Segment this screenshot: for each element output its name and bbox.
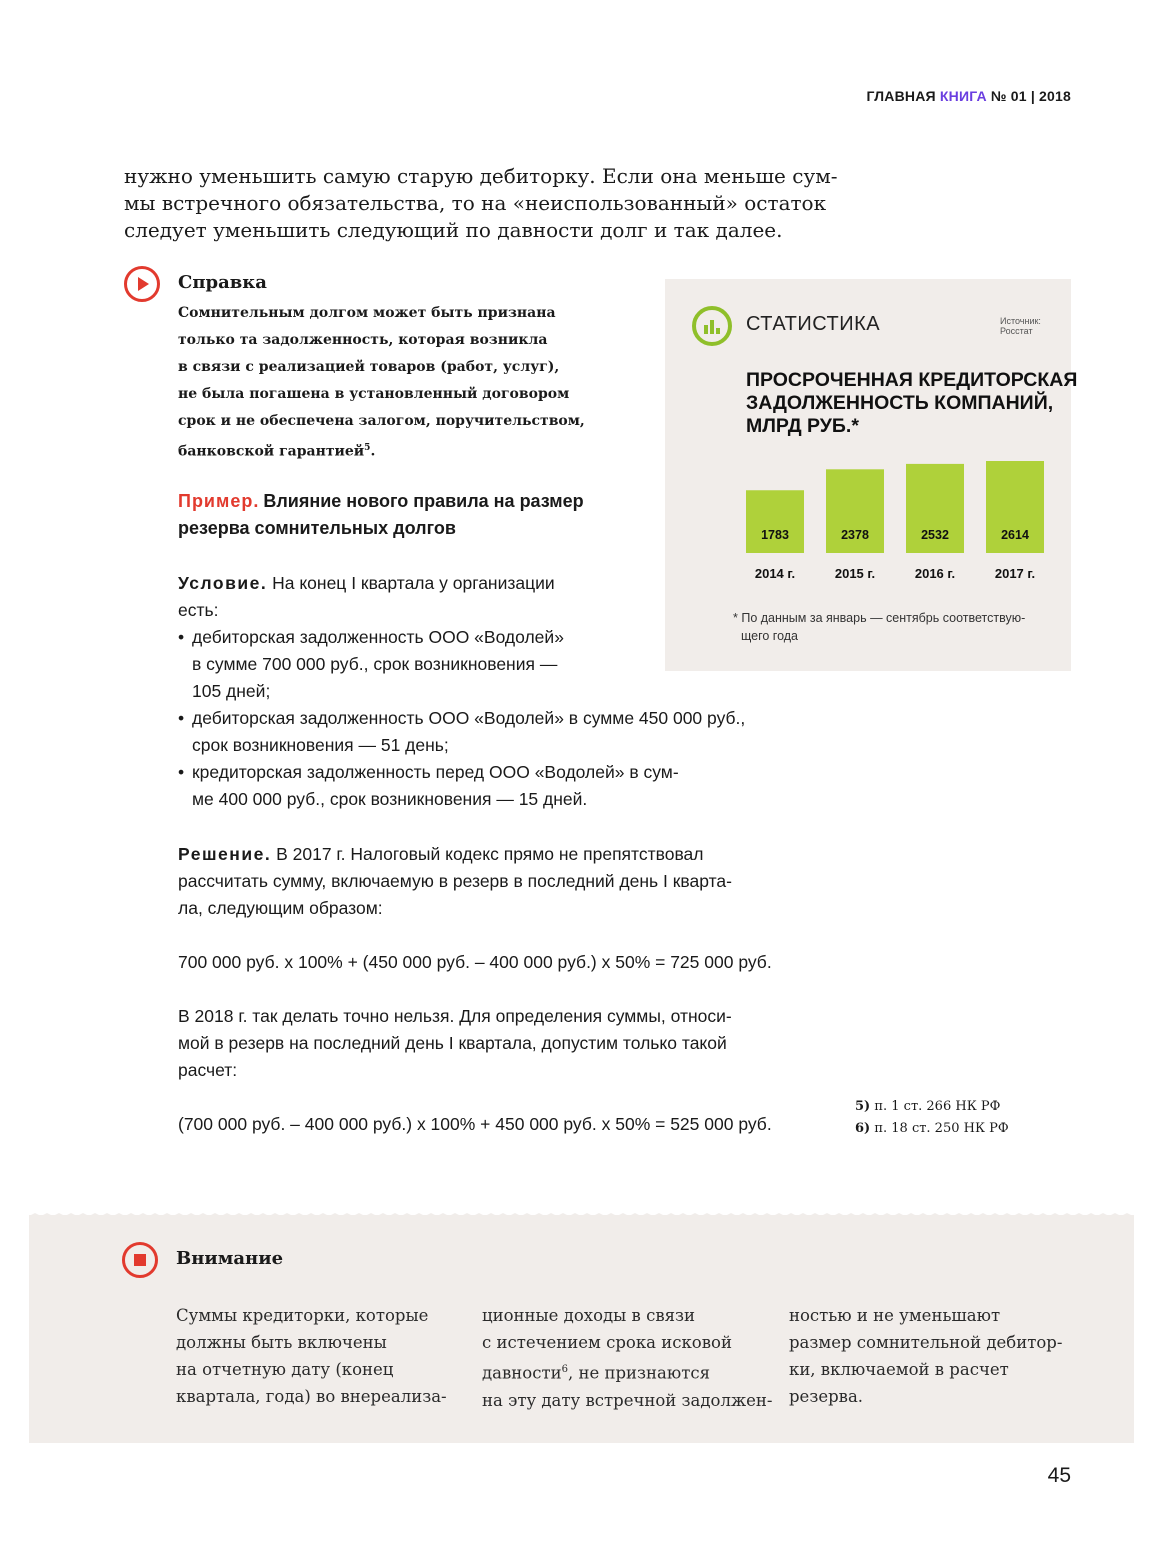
bullet-line: 105 дней; xyxy=(192,681,271,701)
solution-line2: рассчитать сумму, включаемую в резерв в последний день I кварта- xyxy=(178,871,732,891)
category-label: 2016 г. xyxy=(914,566,956,581)
masthead xyxy=(866,88,1071,104)
spravka-body xyxy=(178,300,585,466)
spravka-line-last xyxy=(178,435,585,466)
spravka-line: банковской гарантией xyxy=(178,443,365,460)
bar-value-label: 2532 xyxy=(921,528,949,542)
chart-title-line: ПРОСРОЧЕННАЯ КРЕДИТОРСКАЯ xyxy=(746,369,1078,391)
formula-text: (700 000 руб. – 400 000 руб.) х 100% + 450 000 руб. х 50% = 525 000 руб. xyxy=(178,1114,772,1134)
paragraph-line: мой в резерв на последний день I квартала, допустим только такой xyxy=(178,1033,727,1053)
bar-value-label: 2614 xyxy=(1001,528,1029,542)
spravka-line: только та задолженность, которая возникла xyxy=(178,332,548,348)
spravka-line: в связи с реализацией товаров (работ, услуг), xyxy=(178,359,560,375)
category-label: 2014 г. xyxy=(754,566,796,581)
paragraph-2018 xyxy=(178,1003,732,1084)
spravka-end-punct: . xyxy=(370,443,376,460)
footnotes xyxy=(855,1096,1009,1140)
attention-line: на эту дату встречной задолжен- xyxy=(482,1390,773,1410)
bar-value-label: 1783 xyxy=(761,528,789,542)
bar-2014 xyxy=(746,490,804,553)
bullet-line: дебиторская задолженность ООО «Водолей» в сумме 450 000 руб., xyxy=(192,708,746,728)
bar-chart xyxy=(665,439,1071,589)
bar-value-label: 2378 xyxy=(841,528,869,542)
condition-line1: На конец I квартала у организации xyxy=(272,573,555,593)
example-title-line2: резерва сомнительных долгов xyxy=(178,518,456,538)
bullet-line: кредиторская задолженность перед ООО «Водолей» в сум- xyxy=(192,762,679,782)
bullet-line: срок возникновения — 51 день; xyxy=(192,735,449,755)
footnote-text: п. 18 ст. 250 НК РФ xyxy=(874,1121,1009,1136)
bullet-icon: • xyxy=(178,708,185,728)
category-label: 2015 г. xyxy=(834,566,876,581)
issue-number: № 01 | 2018 xyxy=(990,88,1071,104)
footnote-number: 6) xyxy=(855,1121,871,1136)
play-icon xyxy=(124,266,160,302)
attention-column-3 xyxy=(789,1302,1062,1410)
spravka-line: не была погашена в установленный договором xyxy=(178,386,570,402)
spravka-line: срок и не обеспечена залогом, поручительством, xyxy=(178,413,585,429)
source-label: Источник: xyxy=(1000,316,1041,326)
condition-line2: есть: xyxy=(178,600,219,620)
bar-chart-icon xyxy=(692,306,732,346)
formula-2018 xyxy=(178,1111,772,1138)
list-item xyxy=(178,759,745,813)
solution-label: Решение. xyxy=(178,844,272,864)
intro-line: мы встречного обязательства, то на «неиспользованный» остаток xyxy=(124,191,827,215)
attention-line-start: давности xyxy=(482,1363,562,1383)
attention-line: ки, включаемой в расчет xyxy=(789,1360,1009,1379)
solution-line3: ла, следующим образом: xyxy=(178,898,383,918)
attention-line: Суммы кредиторки, которые xyxy=(176,1306,429,1325)
attention-line xyxy=(482,1356,772,1387)
example-label: Пример. xyxy=(178,491,260,511)
footnote-ref-5[interactable]: 5 xyxy=(364,443,371,453)
attention-line: размер сомнительной дебитор- xyxy=(789,1333,1063,1352)
chart-title-line: ЗАДОЛЖЕННОСТЬ КОМПАНИЙ, xyxy=(746,392,1054,414)
attention-line: резерва. xyxy=(789,1387,864,1406)
bullet-icon: • xyxy=(178,762,185,782)
attention-block xyxy=(29,1215,1134,1443)
attention-line: ностью и не уменьшают xyxy=(789,1306,1001,1325)
list-item xyxy=(178,624,745,705)
attention-line: на отчетную дату (конец xyxy=(176,1360,394,1379)
attention-line: квартала, года) во внереализа- xyxy=(176,1387,447,1406)
formula-2017 xyxy=(178,949,772,976)
intro-line: нужно уменьшить самую старую дебиторку. Если она меньше сум- xyxy=(124,164,838,188)
chart-title xyxy=(746,369,1077,438)
footnote-number: 5) xyxy=(855,1099,871,1114)
bullet-line: в сумме 700 000 руб., срок возникновения — xyxy=(192,654,558,674)
intro-line: следует уменьшить следующий по давности долг и так далее. xyxy=(124,218,783,242)
bullet-line: ме 400 000 руб., срок возникновения — 15 дней. xyxy=(192,789,588,809)
category-label: 2017 г. xyxy=(994,566,1036,581)
statistics-note xyxy=(733,609,1025,645)
footnote-ref-6[interactable]: 6 xyxy=(561,1364,568,1375)
attention-line-tail: , не признаются xyxy=(567,1363,710,1383)
list-item xyxy=(178,705,745,759)
example-title-line1: Влияние нового правила на размер xyxy=(263,491,584,511)
attention-line: с истечением срока исковой xyxy=(482,1333,732,1352)
note-line: * По данным за январь — сентябрь соответствую- xyxy=(733,611,1026,625)
page-number: 45 xyxy=(1047,1464,1071,1487)
statistics-panel xyxy=(665,279,1078,671)
wavy-edge-top xyxy=(29,1212,1134,1218)
paragraph-line: В 2018 г. так делать точно нельзя. Для определения суммы, относи- xyxy=(178,1006,732,1026)
source-value: Росстат xyxy=(1000,326,1033,336)
brand-word-1: ГЛАВНАЯ xyxy=(866,88,936,104)
solution-line1: В 2017 г. Налоговый кодекс прямо не препятствовал xyxy=(276,844,704,864)
brand-word-2: КНИГА xyxy=(939,88,987,104)
condition-label: Условие. xyxy=(178,573,268,593)
attention-column-2 xyxy=(482,1302,772,1414)
formula-text: 700 000 руб. х 100% + (450 000 руб. – 400 000 руб.) х 50% = 725 000 руб. xyxy=(178,952,772,972)
attention-title: Внимание xyxy=(176,1248,284,1269)
condition-paragraph xyxy=(178,570,555,624)
bullet-icon: • xyxy=(178,627,185,647)
spravka-title: Справка xyxy=(178,272,267,293)
footnote-text: п. 1 ст. 266 НК РФ xyxy=(874,1099,1001,1114)
bullet-list xyxy=(178,624,745,813)
stop-icon xyxy=(122,1242,158,1278)
attention-column-1 xyxy=(176,1302,447,1410)
chart-title-line: МЛРД РУБ.* xyxy=(746,415,859,437)
intro-paragraph xyxy=(124,163,838,244)
bullet-line: дебиторская задолженность ООО «Водолей» xyxy=(192,627,564,647)
statistics-source xyxy=(1000,316,1041,336)
note-line: щего года xyxy=(741,629,799,643)
paragraph-line: расчет: xyxy=(178,1060,238,1080)
statistics-label: СТАТИСТИКА xyxy=(746,313,881,335)
spravka-line: Сомнительным долгом может быть признана xyxy=(178,305,556,321)
footnote-5 xyxy=(855,1096,1009,1118)
attention-line: ционные доходы в связи xyxy=(482,1306,696,1325)
footnote-6 xyxy=(855,1118,1009,1140)
solution-paragraph xyxy=(178,841,732,922)
example-heading xyxy=(178,488,638,542)
attention-line: должны быть включены xyxy=(176,1333,387,1352)
